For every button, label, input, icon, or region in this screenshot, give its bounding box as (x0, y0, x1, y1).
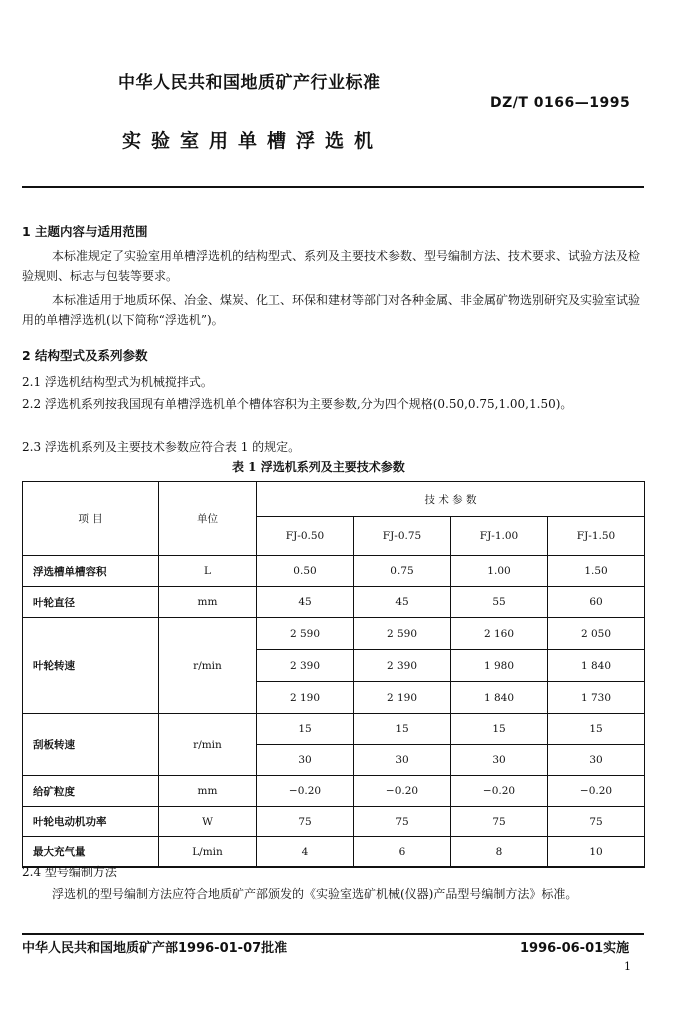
table-cell: 75 (354, 807, 451, 837)
table-cell: 2 390 (257, 650, 354, 682)
row-unit: r/min (159, 714, 257, 776)
header-rule (22, 186, 644, 188)
row-unit: r/min (159, 618, 257, 714)
table-cell: 1.50 (548, 556, 645, 587)
header-unit: 单位 (159, 482, 257, 556)
table-cell: 30 (257, 745, 354, 776)
table-cell: 75 (257, 807, 354, 837)
row-unit: W (159, 807, 257, 837)
table-cell: −0.20 (451, 776, 548, 807)
clause-2-1: 2.1 浮选机结构型式为机械搅拌式。 (22, 375, 213, 389)
clause-2-4-paragraph: 浮选机的型号编制方法应符合地质矿产部颁发的《实验室选矿机械(仪器)产品型号编制方法》标准。 (52, 887, 578, 901)
table-cell: 10 (548, 837, 645, 868)
table-cell: 2 590 (354, 618, 451, 650)
table-cell: 2 050 (548, 618, 645, 650)
table-cell: 15 (354, 714, 451, 745)
row-label: 最大充气量 (23, 837, 159, 868)
standard-number: DZ/T 0166—1995 (490, 95, 631, 111)
approval-line: 中华人民共和国地质矿产部1996-01-07批准 (22, 941, 288, 956)
row-label: 叶轮转速 (23, 618, 159, 714)
table-cell: 1 730 (548, 682, 645, 714)
header-item: 项 目 (23, 482, 159, 556)
implementation-date: 1996-06-01实施 (520, 941, 630, 956)
row-label: 给矿粒度 (23, 776, 159, 807)
table-cell: 1 840 (548, 650, 645, 682)
section-1-heading: 1 主题内容与适用范围 (22, 224, 148, 239)
section-1-paragraph-2: 本标准适用于地质环保、冶金、煤炭、化工、环保和建材等部门对各种金属、非金属矿物选别研究及实验室试验用的单槽浮选机(以下简称“浮选机”)。 (22, 293, 641, 327)
table-cell: 15 (257, 714, 354, 745)
table-cell: 0.75 (354, 556, 451, 587)
table-cell: 1 840 (451, 682, 548, 714)
table-cell: 75 (451, 807, 548, 837)
clause-2-4: 2.4 型号编制方法 (22, 865, 117, 879)
table-cell: 45 (354, 587, 451, 618)
model-header: FJ-1.50 (548, 517, 645, 556)
row-unit: mm (159, 776, 257, 807)
table-cell: 55 (451, 587, 548, 618)
table-caption: 表 1 浮选机系列及主要技术参数 (232, 460, 405, 474)
table-cell: −0.20 (354, 776, 451, 807)
row-unit: mm (159, 587, 257, 618)
page-number: 1 (624, 960, 631, 973)
footer-rule (22, 933, 644, 935)
table-cell: 4 (257, 837, 354, 868)
model-header: FJ-0.75 (354, 517, 451, 556)
table-cell: 60 (548, 587, 645, 618)
row-unit: L (159, 556, 257, 587)
table-cell: 1.00 (451, 556, 548, 587)
table-cell: 2 190 (354, 682, 451, 714)
parameters-table (22, 481, 645, 868)
table-row (23, 807, 645, 837)
header-technical-parameters: 技 术 参 数 (257, 482, 645, 517)
table-cell: −0.20 (548, 776, 645, 807)
section-1-paragraph-1: 本标准规定了实验室用单槽浮选机的结构型式、系列及主要技术参数、型号编制方法、技术要求、试验方法及检验规则、标志与包装等要求。 (22, 249, 641, 283)
model-header: FJ-0.50 (257, 517, 354, 556)
table-row (23, 618, 645, 650)
table-cell: 0.50 (257, 556, 354, 587)
table-cell: 6 (354, 837, 451, 868)
table-row (23, 776, 645, 807)
row-label: 叶轮直径 (23, 587, 159, 618)
table-row (23, 714, 645, 745)
table-cell: 75 (548, 807, 645, 837)
table-cell: 15 (451, 714, 548, 745)
table-cell: −0.20 (257, 776, 354, 807)
table-cell: 30 (451, 745, 548, 776)
row-label: 刮板转速 (23, 714, 159, 776)
table-cell: 2 390 (354, 650, 451, 682)
clause-2-3: 2.3 浮选机系列及主要技术参数应符合表 1 的规定。 (22, 440, 301, 454)
model-header: FJ-1.00 (451, 517, 548, 556)
table-cell: 45 (257, 587, 354, 618)
table-cell: 2 160 (451, 618, 548, 650)
clause-2-2: 2.2 浮选机系列按我国现有单槽浮选机单个槽体容积为主要参数,分为四个规格(0.50,0.75,1.00,1.50)。 (22, 397, 573, 411)
table-cell: 15 (548, 714, 645, 745)
document-title: 实验室用单槽浮选机 (122, 130, 384, 152)
table-cell: 1 980 (451, 650, 548, 682)
row-label: 叶轮电动机功率 (23, 807, 159, 837)
table-cell: 2 190 (257, 682, 354, 714)
row-unit: L/min (159, 837, 257, 868)
table-row (23, 587, 645, 618)
table-cell: 30 (548, 745, 645, 776)
table-cell: 2 590 (257, 618, 354, 650)
row-label: 浮选槽单槽容积 (23, 556, 159, 587)
table-row (23, 556, 645, 587)
section-2-heading: 2 结构型式及系列参数 (22, 348, 148, 363)
standard-family-title: 中华人民共和国地质矿产行业标准 (118, 73, 381, 93)
table-cell: 30 (354, 745, 451, 776)
table-cell: 8 (451, 837, 548, 868)
